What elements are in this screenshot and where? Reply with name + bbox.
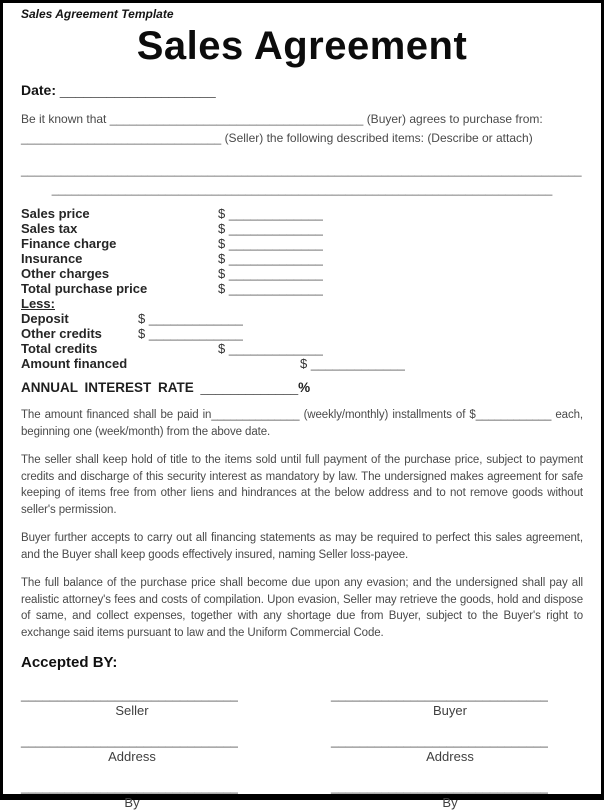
- currency-sign: $: [218, 281, 226, 296]
- intro-buyer-suffix: (Buyer) agrees to purchase from:: [366, 112, 543, 126]
- accepted-by-heading: Accepted BY:: [21, 654, 118, 671]
- credit-row-other-credits: [21, 326, 583, 341]
- amount-blank: _____________: [228, 236, 323, 251]
- date-blank-line: ____________________: [59, 82, 216, 98]
- currency-sign: $: [138, 311, 146, 326]
- amount-blank: _____________: [228, 206, 323, 221]
- charge-row-sales-price: [21, 206, 583, 221]
- amount-blank: _____________: [228, 221, 323, 236]
- seller-address-line: ______________________________: [21, 733, 238, 748]
- charge-row-finance-charge: [21, 236, 583, 251]
- seller-signature-line: ______________________________: [21, 687, 238, 702]
- buyer-by-block: [331, 779, 569, 811]
- paragraph-full-balance: The full balance of the purchase price shall become due upon any evasion; and the undersigned shall pay all realistic attorney's fees and costs of compilation. Upon evasion, Seller may retrieve the goods, hold and dispose of same, and collect expenses, together with any shortage due from Buyer, subject to the Buyer's right to exchange said items pursuant to law and the Uniform Commercial Code.: [21, 577, 583, 639]
- intro-seller-suffix: (Seller) the following described items: (Describe or attach): [224, 131, 533, 145]
- seller-address-block: [21, 733, 243, 765]
- document-corner-label: Sales Agreement Template: [21, 7, 174, 21]
- date-row: [21, 82, 583, 98]
- less-label: Less:: [21, 296, 55, 311]
- buyer-label: Buyer: [433, 703, 467, 718]
- less-heading: [21, 296, 583, 311]
- charge-label: Total purchase price: [21, 281, 148, 296]
- seller-name-blank: ______________________________: [21, 131, 222, 145]
- annual-interest-rate-row: [21, 380, 583, 395]
- seller-by-label: By: [124, 795, 140, 810]
- credit-label: Amount financed: [21, 356, 128, 371]
- charges-table: [21, 206, 583, 371]
- buyer-name-blank: ______________________________________: [109, 112, 364, 126]
- currency-sign: $: [138, 326, 146, 341]
- seller-address-label: Address: [108, 749, 156, 764]
- charge-label: Finance charge: [21, 236, 117, 251]
- charge-label: Sales tax: [21, 221, 78, 236]
- buyer-signature-column: [331, 673, 569, 811]
- paragraph-title-retention: The seller shall keep hold of title to the items sold until full payment of the purchase price, subject to payment credits and discharge of this security interest as mandatory by law. The undersigned makes agreement for safe keeping of items free from other liens and hindrances at the below address and to not remove goods without seller's permission.: [21, 454, 583, 516]
- buyer-by-line: ______________________________: [331, 779, 548, 794]
- charge-label: Sales price: [21, 206, 90, 221]
- charge-row-insurance: [21, 251, 583, 266]
- buyer-signature-line: ______________________________: [331, 687, 548, 702]
- currency-sign: $: [218, 266, 226, 281]
- credit-label: Other credits: [21, 326, 102, 341]
- currency-sign: $: [218, 206, 226, 221]
- percent-sign: %: [298, 380, 311, 395]
- date-label: Date:: [21, 82, 57, 98]
- intro-buyer-line: [21, 110, 583, 129]
- signature-section: [21, 673, 583, 811]
- buyer-address-line: ______________________________: [331, 733, 548, 748]
- charge-row-sales-tax: [21, 221, 583, 236]
- amount-blank: _____________: [228, 341, 323, 356]
- amount-blank: _____________: [148, 311, 243, 326]
- charge-label: Other charges: [21, 266, 110, 281]
- intro-seller-line: [21, 129, 583, 148]
- seller-by-block: [21, 779, 243, 811]
- interest-rate-blank: _____________: [200, 380, 299, 395]
- seller-signature-column: [21, 673, 243, 811]
- buyer-signature-block: [331, 687, 569, 719]
- seller-signature-block: [21, 687, 243, 719]
- buyer-by-label: By: [442, 795, 458, 810]
- currency-sign: $: [218, 236, 226, 251]
- items-description-line-1: ____________________________________________________________________________________: [21, 163, 582, 177]
- items-description-line-2: ___________________________________________________________________________: [51, 182, 553, 196]
- buyer-address-label: Address: [426, 749, 474, 764]
- currency-sign: $: [218, 221, 226, 236]
- amount-blank: _____________: [228, 281, 323, 296]
- currency-sign: $: [218, 251, 226, 266]
- interest-rate-label: ANNUAL INTEREST RATE: [21, 380, 194, 395]
- amount-blank: _____________: [228, 266, 323, 281]
- credit-row-total-credits: [21, 341, 583, 356]
- paragraph-installments: The amount financed shall be paid in______________ (weekly/monthly) installments of $____________ each, beginning one (week/month) from the above date.: [21, 409, 583, 438]
- charge-label: Insurance: [21, 251, 83, 266]
- page-title: Sales Agreement: [136, 24, 468, 68]
- charge-row-other-charges: [21, 266, 583, 281]
- intro-paragraph: [21, 110, 583, 148]
- seller-by-line: ______________________________: [21, 779, 238, 794]
- seller-label: Seller: [115, 703, 149, 718]
- intro-prefix: Be it known that: [21, 112, 107, 126]
- buyer-address-block: [331, 733, 569, 765]
- credit-label: Total credits: [21, 341, 98, 356]
- amount-blank: _____________: [148, 326, 243, 341]
- currency-sign: $: [218, 341, 226, 356]
- paragraph-financing-statements: Buyer further accepts to carry out all financing statements as may be required to perfect this sales agreement, and the Buyer shall keep goods effectively insured, naming Seller loss-payee.: [21, 532, 583, 561]
- amount-blank: _____________: [310, 356, 405, 371]
- currency-sign: $: [300, 356, 308, 371]
- credit-label: Deposit: [21, 311, 69, 326]
- credit-row-amount-financed: [21, 356, 583, 371]
- credit-row-deposit: [21, 311, 583, 326]
- amount-blank: _____________: [228, 251, 323, 266]
- charge-row-total-purchase-price: [21, 281, 583, 296]
